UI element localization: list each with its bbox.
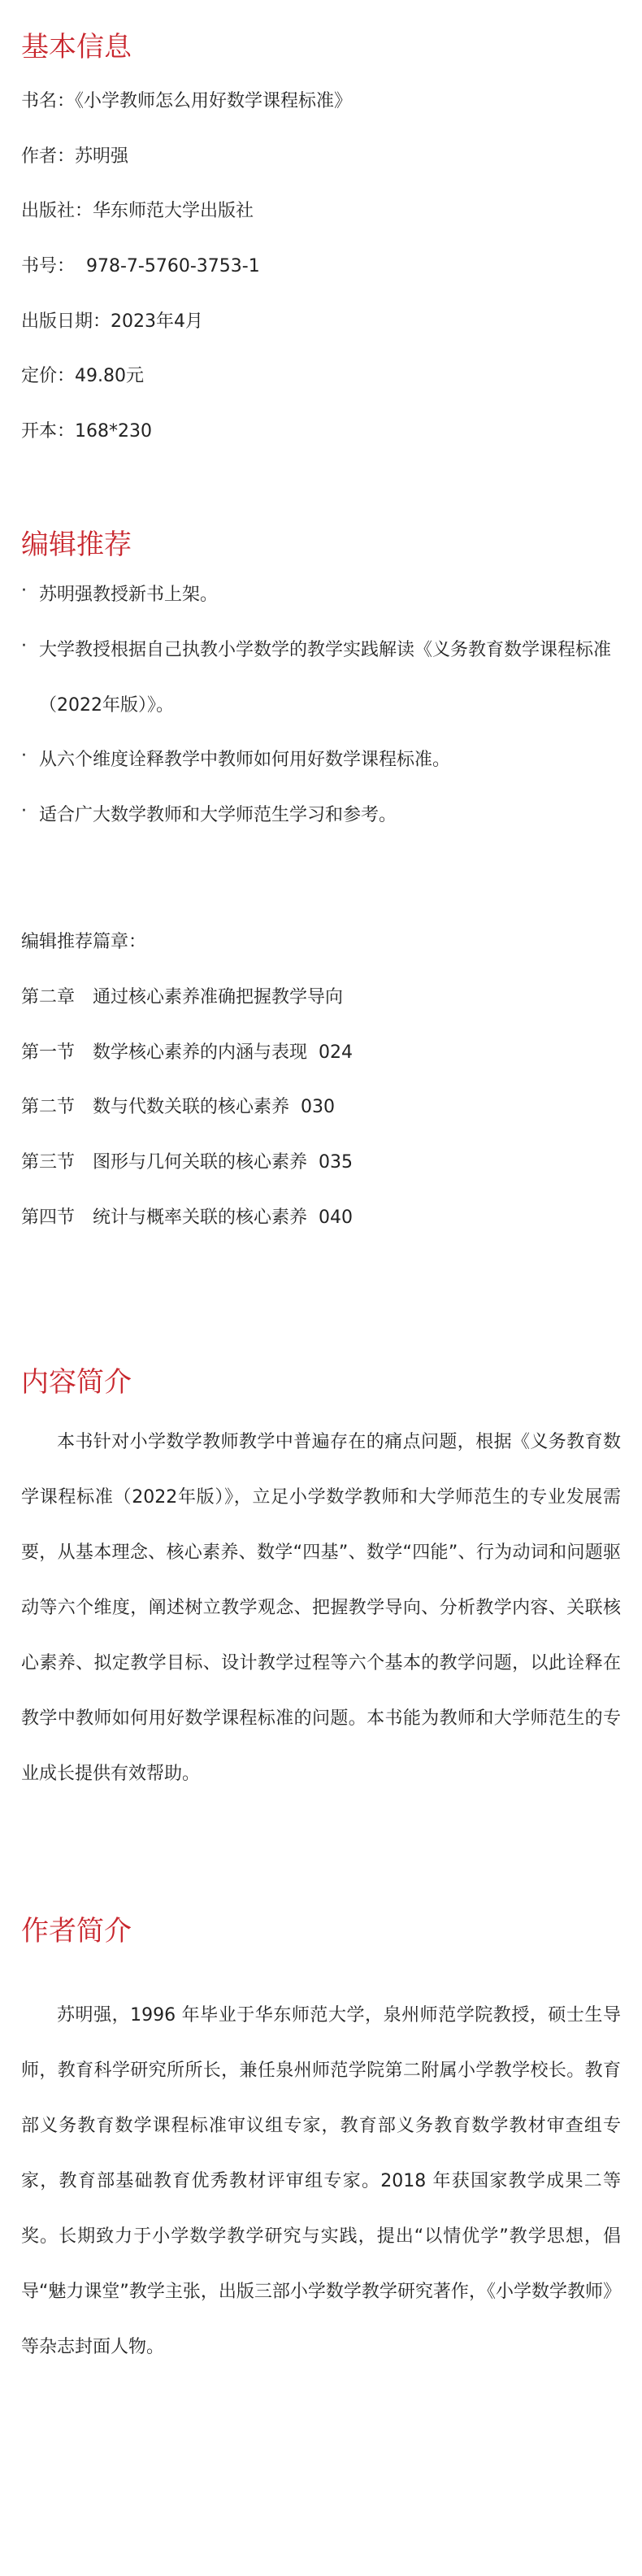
content-intro-section	[21, 1366, 621, 1399]
book-author: 作者：苏明强	[21, 146, 129, 167]
author-intro-title: 作者简介	[21, 1915, 132, 1947]
bullet-marker: ·	[21, 581, 27, 601]
bullet-marker: ·	[21, 746, 27, 766]
chapters-label: 编辑推荐篇章：	[21, 932, 147, 952]
book-publisher: 出版社：华东师范大学出版社	[21, 201, 254, 221]
book-isbn: 书号： 978-7-5760-3753-1	[21, 256, 260, 276]
chapter-line: 第三节 图形与几何关联的核心素养 035	[21, 1152, 353, 1173]
recommend-item	[21, 634, 621, 733]
bullet-marker: ·	[21, 636, 27, 656]
recommend-item-text: 苏明强教授新书上架。	[39, 585, 219, 605]
book-price: 定价：49.80元	[21, 366, 144, 386]
content-intro-title: 内容简介	[21, 1366, 132, 1399]
recommend-item-text: 大学教授根据自己执教小学数学的教学实践解读《义务教育数学课程标准（2022年版）》。	[39, 640, 612, 716]
recommend-item-text: 从六个维度诠释教学中教师如何用好数学课程标准。	[39, 750, 451, 770]
bullet-marker: ·	[21, 801, 27, 821]
chapter-line: 第一节 数学核心素养的内涵与表现 024	[21, 1042, 353, 1063]
book-name: 书名：《小学教师怎么用好数学课程标准》	[21, 91, 353, 111]
chapter-line: 第二节 数与代数关联的核心素养 030	[21, 1097, 335, 1117]
recommend-item	[21, 579, 621, 611]
chapter-line: 第二章 通过核心素养准确把握教学导向	[21, 987, 344, 1007]
book-pub-date: 出版日期：2023年4月	[21, 311, 203, 332]
author-intro-section	[21, 1915, 621, 1947]
recommend-item	[21, 799, 621, 832]
recommend-item-text: 适合广大数学教师和大学师范生学习和参考。	[39, 805, 397, 825]
editor-recommend-section	[21, 529, 621, 561]
chapter-line: 第四节 统计与概率关联的核心素养 040	[21, 1208, 353, 1228]
book-format: 开本：168*230	[21, 421, 152, 442]
author-intro-text: 苏明强，1996 年毕业于华东师范大学，泉州师范学院教授，硕士生导师，教育科学研究所所长，兼任泉州师范学院第二附属小学教学校长。教育部义务教育数学课程标准审议组专家，教育部义务教育数学教材审查组专家，教育部基础教育优秀教材评审组专家。2018 年获国家教学成果二等奖。长期致力于小学数学教学研究与实践，提出“以情优学”教学思想，倡导“魅力课堂”教学主张，出版三部小学数学教学研究著作，《小学数学教师》等杂志封面人物。	[21, 2005, 621, 2357]
basic-info-section	[21, 31, 621, 63]
editor-recommend-title: 编辑推荐	[21, 529, 132, 561]
recommend-item	[21, 744, 621, 777]
content-intro-text: 本书针对小学数学教师教学中普遍存在的痛点问题，根据《义务教育数学课程标准（2022年版）》，立足小学数学教师和大学师范生的专业发展需要，从基本理念、核心素养、数学“四基”、数学“四能”、行为动词和问题驱动等六个维度，阐述树立教学观念、把握教学导向、分析教学内容、关联核心素养、拟定教学目标、设计教学过程等六个基本的教学问题，以此诠释在教学中教师如何用好数学课程标准的问题。本书能为教师和大学师范生的专业成长提供有效帮助。	[21, 1432, 621, 1784]
basic-info-title: 基本信息	[21, 31, 132, 63]
